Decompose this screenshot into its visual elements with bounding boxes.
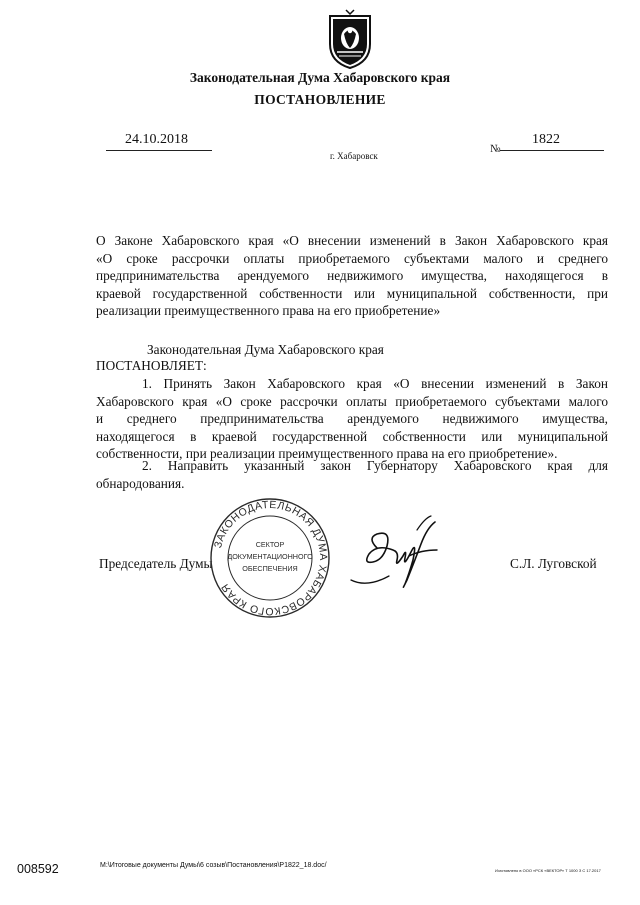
document-city: г. Хабаровск [330, 151, 378, 161]
title-line: О Законе Хабаровского края «О внесении изменений в Закон Хабаровского края [96, 233, 608, 248]
document-type: ПОСТАНОВЛЕНИЕ [254, 92, 386, 107]
item-line: обнародования. [96, 475, 185, 491]
title-line: реализации преимущественного права на его приобретение» [96, 303, 441, 319]
print-footnote: Изготовлено в ООО «РСК «ВЕКТОР» Т 1000 З С 17.2017 [495, 868, 601, 873]
resolution-item-2 [96, 457, 608, 492]
item-line: 2. Направить указанный закон Губернатору Хабаровского края для [142, 458, 608, 473]
resolution-title [96, 232, 608, 320]
number-underline [500, 150, 604, 151]
file-path: M:\Итоговые документы Думы\6 созыв\Постановления\P1822_18.doc/ [100, 862, 327, 869]
handwritten-signature [347, 510, 443, 594]
stamp-center-line: ДОКУМЕНТАЦИОННОГО [227, 552, 313, 561]
stamp-center-line: ОБЕСПЕЧЕНИЯ [242, 564, 298, 573]
number-sign: № [490, 143, 501, 155]
stamp-ring-text: ЗАКОНОДАТЕЛЬНАЯ ДУМА ХАБАРОВСКОГО КРАЯ [212, 498, 330, 618]
title-line: предпринимательства арендуемого недвижимого имущества, находящегося в [96, 268, 608, 284]
header-org-name: Законодательная Дума Хабаровского края [189, 70, 451, 85]
item-line: находящегося в краевой государственной собственности или муниципальной [96, 428, 608, 444]
item-line: и среднего предпринимательства арендуемого недвижимого имущества, [96, 411, 608, 427]
date-underline [106, 150, 212, 151]
title-line: «О сроке рассрочки оплаты приобретаемого субъектами малого и среднего [96, 250, 608, 266]
document-code: 008592 [17, 862, 59, 876]
official-stamp [195, 497, 345, 619]
coat-of-arms-emblem [327, 8, 373, 70]
item-line: Хабаровского края «О сроке рассрочки оплаты приобретаемого субъектами малого [96, 393, 608, 409]
body-duma-name: Законодательная Дума Хабаровского края [147, 342, 384, 357]
resolution-item-1 [96, 375, 608, 463]
chairman-title: Председатель Думы [99, 556, 213, 571]
item-line: 1. Принять Закон Хабаровского края «О внесении изменений в Закон [142, 376, 608, 391]
document-number: 1822 [532, 132, 560, 147]
chairman-name: С.Л. Луговской [510, 556, 597, 571]
stamp-center-line: СЕКТОР [255, 540, 285, 549]
title-line: краевой государственной собственности или муниципальной собственности, при [96, 285, 608, 301]
item-line: собственности, при реализации преимущественного права на его приобретение». [96, 446, 558, 462]
document-date: 24.10.2018 [125, 132, 188, 147]
body-resolve: ПОСТАНОВЛЯЕТ: [96, 358, 207, 373]
